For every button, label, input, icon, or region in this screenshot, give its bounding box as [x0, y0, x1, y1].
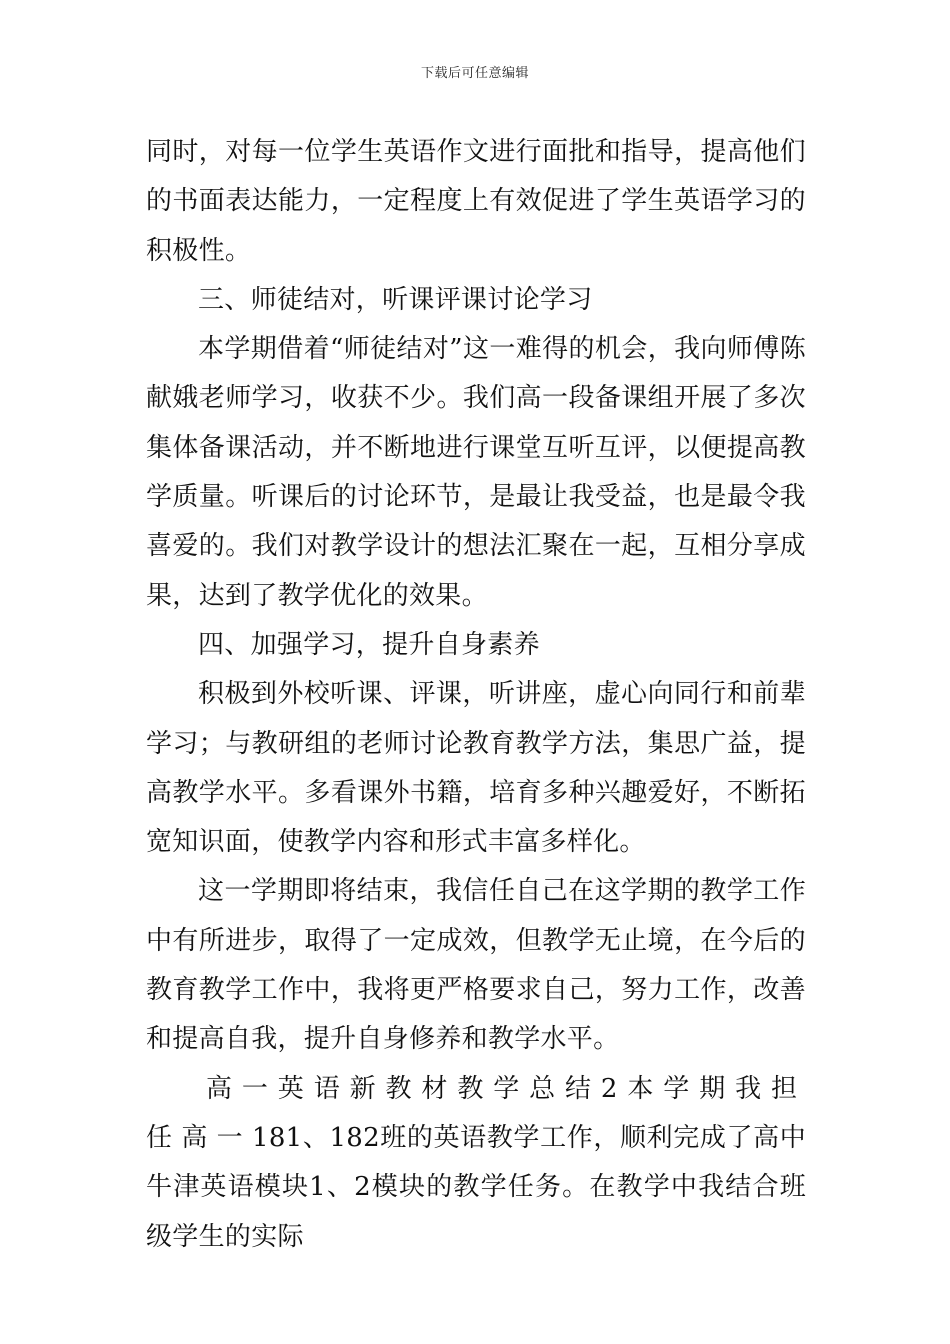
page-header: 下载后可任意编辑	[420, 66, 529, 81]
paragraph-mentorship: 本学期借着“师徒结对”这一难得的机会，我向师傅陈献娥老师学习，收获不少。我们高一段备课组开展了多次集体备课活动，并不断地进行课堂互听互评，以便提高教学质量。听课后的讨论环节，是最让我受益，也是最令我喜爱的。我们对教学设计的想法汇聚在一起，互相分享成果，达到了教学优化的效果。	[146, 334, 806, 611]
paragraph-summary-2	[146, 1065, 806, 1262]
summary-2-body: 181、182班的英语教学工作，顺利完成了高中牛津英语模块1、2模块的教学任务。在教学中我结合班级学生的实际	[146, 1122, 806, 1252]
paragraph-self-improvement: 积极到外校听课、评课，听讲座，虚心向同行和前辈学习；与教研组的老师讨论教育教学方法，集思广益，提高教学水平。多看课外书籍，培育多种兴趣爱好，不断拓宽知识面，使教学内容和形式丰富多样化。	[146, 679, 806, 858]
section-heading-self-improvement: 四、加强学习，提升自身素养	[198, 629, 540, 660]
section-heading-mentorship: 三、师徒结对，听课评课讨论学习	[198, 284, 593, 315]
summary-2-title-line: 高一英语新教材教学总结2本学期我担任高一	[146, 1073, 806, 1153]
paragraph-continuation: 同时，对每一位学生英语作文进行面批和指导，提高他们的书面表达能力，一定程度上有效促进了学生英语学习的积极性。	[146, 137, 806, 266]
paragraph-conclusion: 这一学期即将结束，我信任自己在这学期的教学工作中有所进步，取得了一定成效，但教学无止境，在今后的教育教学工作中，我将更严格要求自己，努力工作，改善和提高自我，提升自身修养和教学水平。	[146, 876, 806, 1055]
document-body	[146, 128, 806, 1262]
